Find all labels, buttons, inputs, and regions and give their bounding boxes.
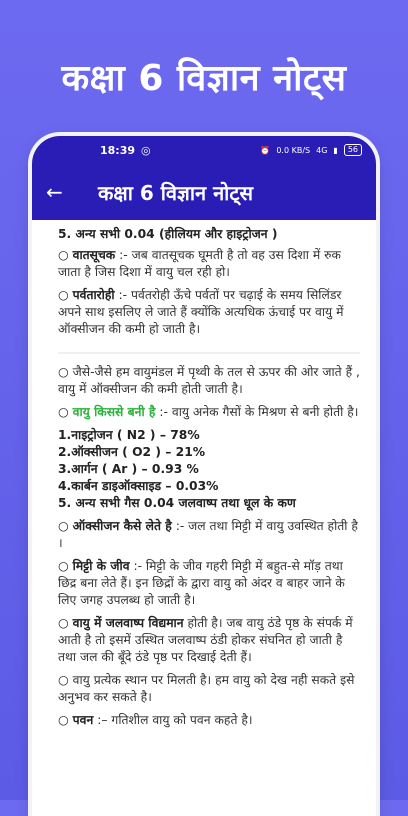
para-text: :- पर्वतरोही ऊँचे पर्वतों पर चढ़ाई के समय सिलिंडर अपने साथ इसलिए ले जाते हैं क्योंकि अत्यधिक ऊंचाई पर वायु में ऑक्सीजन की कमी हो जाती है। (58, 288, 344, 336)
para-head: ऑक्सीजन कैसे लेते है (72, 519, 172, 533)
para-head: वातसूचक (72, 248, 116, 262)
bullet-icon: ○ (58, 365, 73, 379)
promo-title: कक्षा 6 विज्ञान नोट्स (61, 58, 347, 99)
para-text: होती है। जब वायु ठंडे पृष्ठ के संपर्क में आती है तो इसमें उस्थित जलवाष्प ठंडी होकर संघनित हो जाती है तथा जल की बूँदे ठंडे पृष्ठ पर दिखाई देती हैं। (58, 616, 353, 664)
signal-icon: ▮ (333, 145, 338, 155)
bullet-icon: ○ (58, 616, 73, 630)
app-bar (32, 164, 376, 220)
status-bar (32, 136, 376, 164)
list-item: 3.आर्गन ( Ar ) – 0.93 % (58, 462, 199, 476)
content-card (32, 220, 376, 741)
para-head: पर्वतारोही (72, 288, 115, 302)
back-arrow-icon[interactable]: ← (46, 180, 63, 204)
phone-frame (32, 136, 376, 816)
para-text: :- वायु अनेक गैसों के मिश्रण से बनी होती है। (155, 405, 359, 419)
para-head: मिट्टी के जीव (72, 559, 130, 573)
app-title: कक्षा 6 विज्ञान नोट्स (98, 180, 253, 205)
list-item: 4.कार्बन डाइऑक्साइड – 0.03% (58, 479, 219, 493)
bullet-icon: ○ (58, 559, 73, 573)
para-jalvashp (58, 615, 360, 666)
list-item: 5. अन्य सभी गैस 0.04 जलवाष्प तथा धूल के कण (58, 496, 296, 510)
para-head: वायु में जलवाष्प विद्यमान (72, 616, 184, 630)
para-text: :- जल तथा मिट्टी में वायु उवस्थित होती है । (58, 519, 358, 550)
para-text: जैसे-जैसे हम वायुमंडल में पृथ्वी के तल से ऊपर की ओर जाते हैं , वायु में ऑक्सीजन की कमी होती जाती है। (58, 365, 360, 396)
list-item: 1.नाइट्रोजन ( N2 ) – 78% (58, 428, 200, 442)
gas-list (58, 427, 360, 512)
bullet-icon: ○ (58, 288, 73, 302)
battery-icon: 56 (344, 144, 362, 156)
para-text: :- मिट्टी के जीव गहरी मिट्टी में बहुत-से मॉड़ तथा छिद्र बना लेते हैं। इन छिद्रों के द्वारा वायु को अंदर व बाहर जाने के लिए जगह उपलब्ध हो जाती है। (58, 559, 345, 607)
para-text: वायु प्रत्येक स्थान पर मिलती है। हम वायु को देख नही सकते इसे अनुभव कर सकते है। (58, 673, 355, 704)
net-speed: 0.0 KB/S (276, 145, 311, 155)
status-time: 18:39 (100, 143, 136, 157)
bullet-icon: ○ (58, 248, 73, 262)
para-vaatsuchak (58, 247, 360, 281)
para-vayu-composition (58, 404, 360, 421)
para-mitti-ke-jeev (58, 558, 360, 609)
bullet-icon: ○ (58, 519, 73, 533)
para-oxygen-kaise (58, 518, 360, 552)
para-oxygen-decrease (58, 364, 360, 398)
status-right (260, 144, 362, 156)
whatsapp-icon: ◎ (141, 143, 151, 157)
para-vayu-pratyek (58, 672, 360, 706)
alarm-icon: ⏰ (260, 145, 271, 155)
para-text: :- जब वातसूचक घूमती है तो वह उस दिशा में रुक जाता है जिस दिशा में वायु चल रही हो। (58, 248, 341, 279)
bullet-icon: ○ (58, 405, 73, 419)
para-head: पवन (72, 713, 94, 727)
para-head: वायु किससे बनी है (72, 405, 156, 419)
para-parvatarohi (58, 287, 360, 338)
bullet-icon: ○ (58, 713, 73, 727)
top-line: 5. अन्य सभी 0.04 (हीलियम और हाइट्रोजन ) (58, 227, 278, 241)
divider (58, 352, 360, 354)
bullet-icon: ○ (58, 673, 73, 687)
list-item: 2.ऑक्सीजन ( O2 ) – 21% (58, 445, 206, 459)
para-pavan (58, 712, 360, 729)
signal-label: 4G (316, 145, 328, 155)
para-text: :– गतिशील वायु को पवन कहते है। (93, 713, 253, 727)
